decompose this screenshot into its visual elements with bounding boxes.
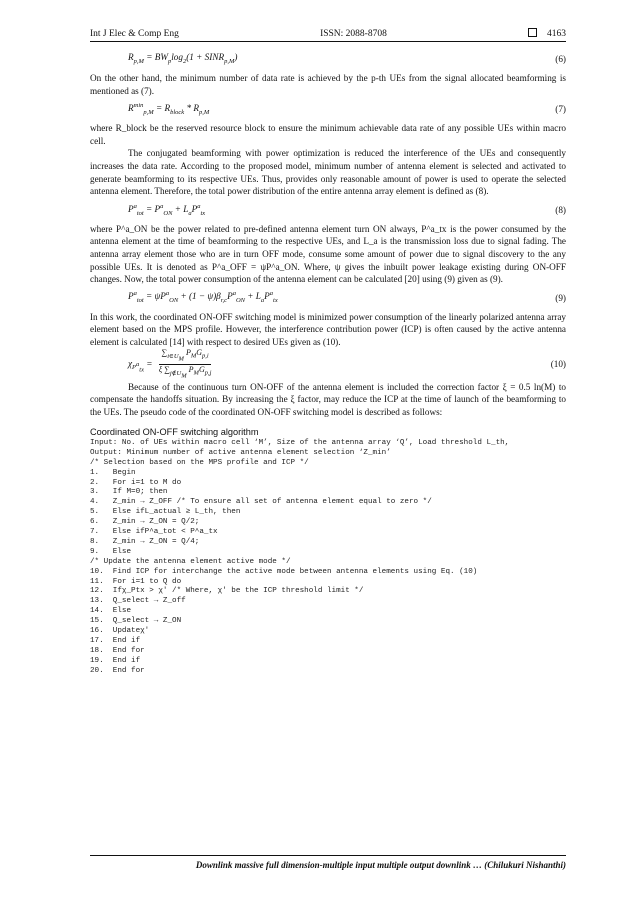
page-number: 4163 xyxy=(546,29,566,39)
equation-9-formula: $P^a_{tot} = \psi P^a_{ON} + (1 - \psi)\beta_{r,c}P^a_{ON} + L_aP^a_{tx}$ xyxy=(128,290,278,305)
algorithm-line: 16. Updateχ′ xyxy=(90,627,150,636)
algorithm-line: 13. Q_select → Z_off xyxy=(90,597,186,606)
equation-10-numerator: $\sum_{i\in U_M}$ $P_MG_{p,i}$ xyxy=(161,348,209,362)
equation-6-formula: $R_{p,M} = BW_p\log_2(1$ + $SINR_{p,M}$) xyxy=(128,51,238,65)
algorithm-line: 4. Z_min → Z_OFF /* To ensure all set of antenna element equal to zero */ xyxy=(90,498,432,507)
algorithm-line: 7. Else ifP^a_tot < P^a_tx xyxy=(90,528,218,537)
algorithm-line: 8. Z_min → Z_ON = Q/4; xyxy=(90,537,200,546)
equation-8-number: (8) xyxy=(555,204,566,215)
algorithm-line: 2. For i=1 to M do xyxy=(90,478,182,487)
equation-10-formula: $\chi_{P^a_{tx}}$ = $\frac{\sum_{i\in U_M} P_MG_{p,i}}{\xi \sum_{j\notin U_M} P_MG_{p,j}}$ xyxy=(128,348,212,379)
page xyxy=(90,0,566,902)
algorithm-line: Output: Minimum number of active antenna element selection ‘Z_min’ xyxy=(90,448,391,457)
algorithm-line: 17. End if xyxy=(90,637,141,645)
algorithm-title: Coordinated ON-OFF switching algorithm xyxy=(90,427,259,438)
algorithm-line: /* Selection based on the MPS profile and ICP */ xyxy=(90,458,309,467)
algorithm-line: 5. Else ifL_actual ≥ L_th, then xyxy=(90,508,241,517)
algorithm-line: 14. Else xyxy=(90,607,132,616)
page-number-block xyxy=(528,28,566,39)
equation-8 xyxy=(90,198,566,223)
journal-name: Int J Elec & Comp Eng xyxy=(90,28,179,39)
algorithm-listing xyxy=(90,439,566,677)
equation-7-formula: $R^{min}_{p,M} = R_{block} * R_{p,M}$ xyxy=(128,101,210,116)
paragraph-5: In this work, the coordinated ON-OFF switching model is minimized power consumption of the linearly polarized antenna array element based on the MPS profile. However, the interference contribution power (ICP) is often caused by the active antenna element is calculated [14] with respect to desired UEs given as (10). xyxy=(90,311,566,347)
equation-6-number: (6) xyxy=(555,54,566,65)
paragraph-6: Because of the continuous turn ON-OFF of the antenna element is included the correction factor ξ = 0.5 ln(M) to compensate the handoffs situation. By increasing the ξ factor, may reduce the ICP at the time of launch of the beamforming to the UEs. The pseudo code of the coordinated ON-OFF switching model is described as follows: xyxy=(90,381,566,417)
algorithm-line: 20. End for xyxy=(90,666,145,675)
algorithm-line: Input: No. of UEs within macro cell ‘M’, Size of the antenna array ‘Q’, Load threshold L_th, xyxy=(90,438,510,447)
equation-10-fraction xyxy=(159,348,212,381)
paragraph-3: The conjugated beamforming with power optimization is reduced the interference of the UEs and consequently increases the data rate. According to the proposed model, minimum number of antenna element is selected and activated to generate beamforming to its respective UEs. Thus, provides only reasonable amount of power is used to operate the selected antenna element. Therefore, the total power distribution of the entire antenna array element is defined as (8). xyxy=(90,148,566,197)
paragraph-4: where P^a_ON be the power related to pre-defined antenna element turn ON always, P^a_tx is the power consumed by the antenna element at the time of beamforming to the respective UEs, and L_a is the transmission loss due to signal fading. The antenna array element those who are in turn OFF mode, consume some amount of power due to signal discovery to the any possible UEs. It is denoted as P^a_OFF = ψP^a_ON. Where, ψ gives the inbuilt power leakage existing during ON-OFF changes. Now, the total power consumption of the antenna element can be calculated [20] using (9) given as (9). xyxy=(90,223,566,285)
algorithm-line: 19. End if xyxy=(90,656,141,665)
issn: ISSN: 2088-8708 xyxy=(320,28,387,39)
running-header xyxy=(90,28,566,39)
equation-9-number: (9) xyxy=(555,292,566,303)
algorithm-line: 3. If M=0; then xyxy=(90,488,168,497)
paragraph-1: On the other hand, the minimum number of data rate is achieved by the p-th UEs from the signal allocated beamforming is mentioned as (7). xyxy=(90,73,566,96)
running-footer: Downlink massive full dimension-multiple input multiple output downlink … (Chilukuri Nishanthi) xyxy=(195,860,566,870)
equation-9 xyxy=(90,286,566,311)
algorithm-line: /* Update the antenna element active mode */ xyxy=(90,557,291,566)
equation-7-number: (7) xyxy=(555,104,566,115)
algorithm-line: 15. Q_select → Z_ON xyxy=(90,617,182,626)
algorithm-line: 10. Find ICP for interchange the active mode between antenna elements using Eq. (10) xyxy=(90,567,478,576)
algorithm-line: 12. Ifχ_Ptx > χ′ /* Where, χ′ be the ICP threshold limit */ xyxy=(90,587,364,596)
algorithm-line: 9. Else xyxy=(90,547,132,556)
article-body xyxy=(90,47,566,677)
equation-7 xyxy=(90,97,566,122)
algorithm-line: 1. Begin xyxy=(90,468,136,477)
header-rule xyxy=(90,41,566,42)
equation-10-number: (10) xyxy=(550,359,566,370)
equation-10 xyxy=(90,349,566,381)
square-icon xyxy=(528,28,537,37)
algorithm-line: 18. End for xyxy=(90,646,145,655)
algorithm-line: 6. Z_min → Z_ON = Q/2; xyxy=(90,518,200,527)
equation-8-formula: $P^a_{tot} = P^a_{ON} + L_aP^a_{tx}$ xyxy=(128,202,206,217)
footer-rule xyxy=(90,855,566,856)
algorithm-line: 11. For i=1 to Q do xyxy=(90,577,182,586)
equation-10-denominator: ξ $\sum_{j\notin U_M}$ $P_MG_{p,j}$ xyxy=(158,365,212,379)
paragraph-2: where R_block be the reserved resource block to ensure the minimum achievable data rate of any possible UEs within macro cell. xyxy=(90,123,566,146)
equation-6 xyxy=(90,47,566,72)
